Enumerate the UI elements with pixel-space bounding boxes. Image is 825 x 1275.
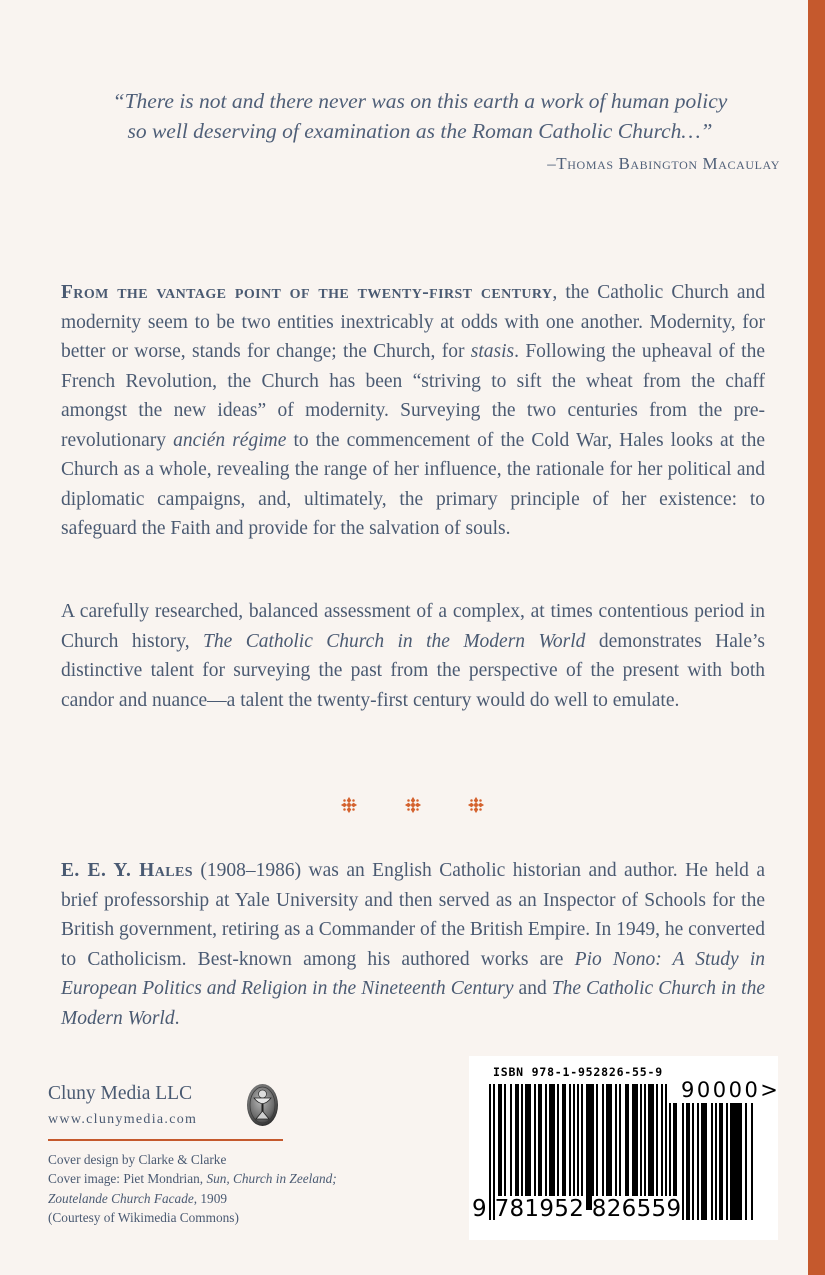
description-paragraph-1: From the vantage point of the twenty-first century, the Catholic Church and modernity seem to be two entities inextricably at odds with one another. Modernity, for better or worse, stands for change; the Church, for stasis. Following the upheaval of the French Revolution, the Church has been “striving to sift the wheat from the chaff amongst the new ideas” of modernity. Surveying the two centuries from the pre-revolutionary ancién régime to the commencement of the Cold War, Hales looks at the Church as a whole, revealing the range of her influence, the rationale for her political and diplomatic campaigns, and, ultimately, the primary principle of her existence: to safeguard the Faith and provide for the salvation of souls. [61, 282, 765, 539]
chalice-seal-icon [246, 1083, 279, 1127]
quote-line-2: so well deserving of examination as the Roman Catholic Church…” [127, 119, 713, 143]
isbn-label: ISBN 978-1-952826-55-9 [493, 1065, 663, 1079]
floral-ornament-icon [404, 796, 422, 814]
quote-attribution: –Thomas Babington Macaulay [547, 154, 780, 173]
accent-divider [48, 1139, 283, 1141]
cover-credits [48, 1150, 378, 1227]
isbn-barcode [469, 1056, 781, 1240]
ean-digits: 9 781952 826559 [472, 1196, 682, 1222]
epigraph-quote [60, 86, 780, 146]
book-spine-edge [808, 0, 825, 1275]
image-credit-cont: Zoutelande Church Facade, 1909 [48, 1190, 227, 1206]
image-credit: Cover image: Piet Mondrian, Sun, Church in Zeeland; [48, 1171, 337, 1187]
addon-barcode-bars [669, 1103, 761, 1220]
quote-line-1: “There is not and there never was on this earth a work of human policy [112, 89, 728, 113]
lead-in-small-caps: From the vantage point of the twenty-first century [61, 282, 553, 303]
price-addon-code: 90000> [681, 1078, 781, 1102]
book-title-italic: The Catholic Church in the Modern World [203, 630, 586, 652]
publisher-website: www.clunymedia.com [48, 1112, 198, 1127]
author-bio: E. E. Y. Hales (1908–1986) was an English Catholic historian and author. He held a brief professorship at Yale University and then served as an Inspector of Schools for the British government, retiring as a Commander of the British Empire. In 1949, he converted to Catholicism. Best-known among his authored works are Pio Nono: A Study in European Politics and Religion in the Nineteenth Century and The Catholic Church in the Modern World. [61, 860, 766, 1029]
description-paragraph-2: A carefully researched, balanced assessment of a complex, at times contentious period in Church history, The Catholic Church in the Modern World demonstrates Hale’s distinctive talent for surveying the past from the perspective of the present with both candor and nuance—a talent the twenty-first century would do well to emulate. [61, 601, 765, 711]
floral-ornament-icon [467, 796, 485, 814]
ornament-divider [340, 795, 485, 815]
courtesy-credit: (Courtesy of Wikimedia Commons) [48, 1209, 239, 1225]
publisher-name: Cluny Media LLC [48, 1083, 193, 1104]
floral-ornament-icon [340, 796, 358, 814]
design-credit: Cover design by Clarke & Clarke [48, 1152, 227, 1167]
author-name: E. E. Y. Hales [61, 860, 193, 881]
